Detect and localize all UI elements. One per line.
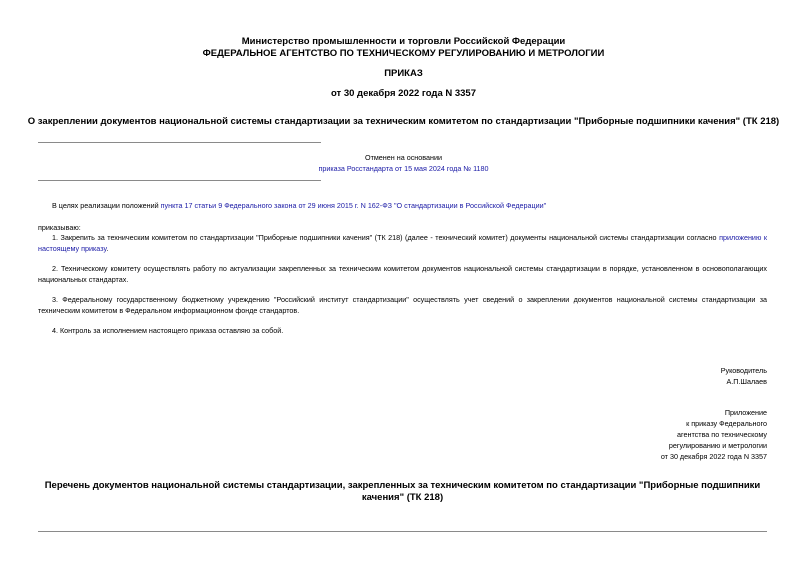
preamble (52, 201, 772, 212)
preamble-text: В целях реализации положений (52, 201, 161, 210)
order-item-3: 3. Федеральному государственному бюджетному учреждению "Российский институт стандартизации" осуществлять учет сведений о закреплении документов национальной системы стандартизации за техническим комитетом в Федеральном информационном фонде стандартов. (38, 295, 767, 315)
cancelled-order-link[interactable]: приказа Росстандарта от 15 мая 2024 года № 1180 (318, 164, 489, 173)
ministry-name: Министерство промышленности и торговли Российской Федерации (241, 36, 566, 47)
divider (38, 531, 767, 532)
agency-name: ФЕДЕРАЛЬНОЕ АГЕНТСТВО ПО ТЕХНИЧЕСКОМУ РЕГУЛИРОВАНИЮ И МЕТРОЛОГИИ (202, 48, 605, 59)
appendix-line-3: агентства по техническому (677, 430, 767, 439)
appendix-line-1: Приложение (724, 408, 767, 417)
appendix-link[interactable]: приложению к настоящему приказу (38, 233, 767, 253)
appendix-line-5: от 30 декабря 2022 года N 3357 (660, 452, 767, 461)
cancelled-note: Отменен на основании (364, 153, 442, 162)
federal-law-link[interactable]: пункта 17 статьи 9 Федерального закона от 29 июня 2015 г. N 162-ФЗ "О стандартизации в Российской Федерации" (160, 201, 547, 210)
order-item-2: 2. Техническому комитету осуществлять работу по актуализации закрепленных за техническим комитетом документов национальной системы стандартизации в порядке, установленном в основополагающих национальных стандартах. (38, 264, 767, 284)
item-1-text: 1. Закрепить за техническим комитетом по стандартизации "Приборные подшипники качения" (ТК 218) (далее - технический комитет) документы национальной системы стандартизации согласно (52, 233, 720, 242)
page-title: О закреплении документов национальной системы стандартизации за техническим комитетом по стандартизации "Приборные подшипники качения" (ТК 218) (27, 116, 780, 127)
signature-name: А.П.Шалаев (726, 377, 767, 386)
appendix-line-4: регулированию и метрологии (668, 441, 767, 450)
doc-date-number: от 30 декабря 2022 года N 3357 (330, 88, 476, 99)
item-1-end: . (106, 243, 109, 253)
appendix-line-2: к приказу Федерального (686, 419, 767, 428)
order-item-1 (38, 233, 767, 254)
doc-type: ПРИКАЗ (384, 68, 423, 79)
order-word: приказываю: (38, 223, 81, 232)
order-item-4: 4. Контроль за исполнением настоящего приказа оставляю за собой. (52, 326, 284, 335)
divider (38, 180, 321, 181)
divider (38, 142, 321, 143)
signature-role: Руководитель (720, 366, 767, 375)
list-title: Перечень документов национальной системы стандартизации, закрепленных за техническим комитетом по стандартизации "Приборные подшипники качения" (ТК 218) (44, 480, 761, 503)
